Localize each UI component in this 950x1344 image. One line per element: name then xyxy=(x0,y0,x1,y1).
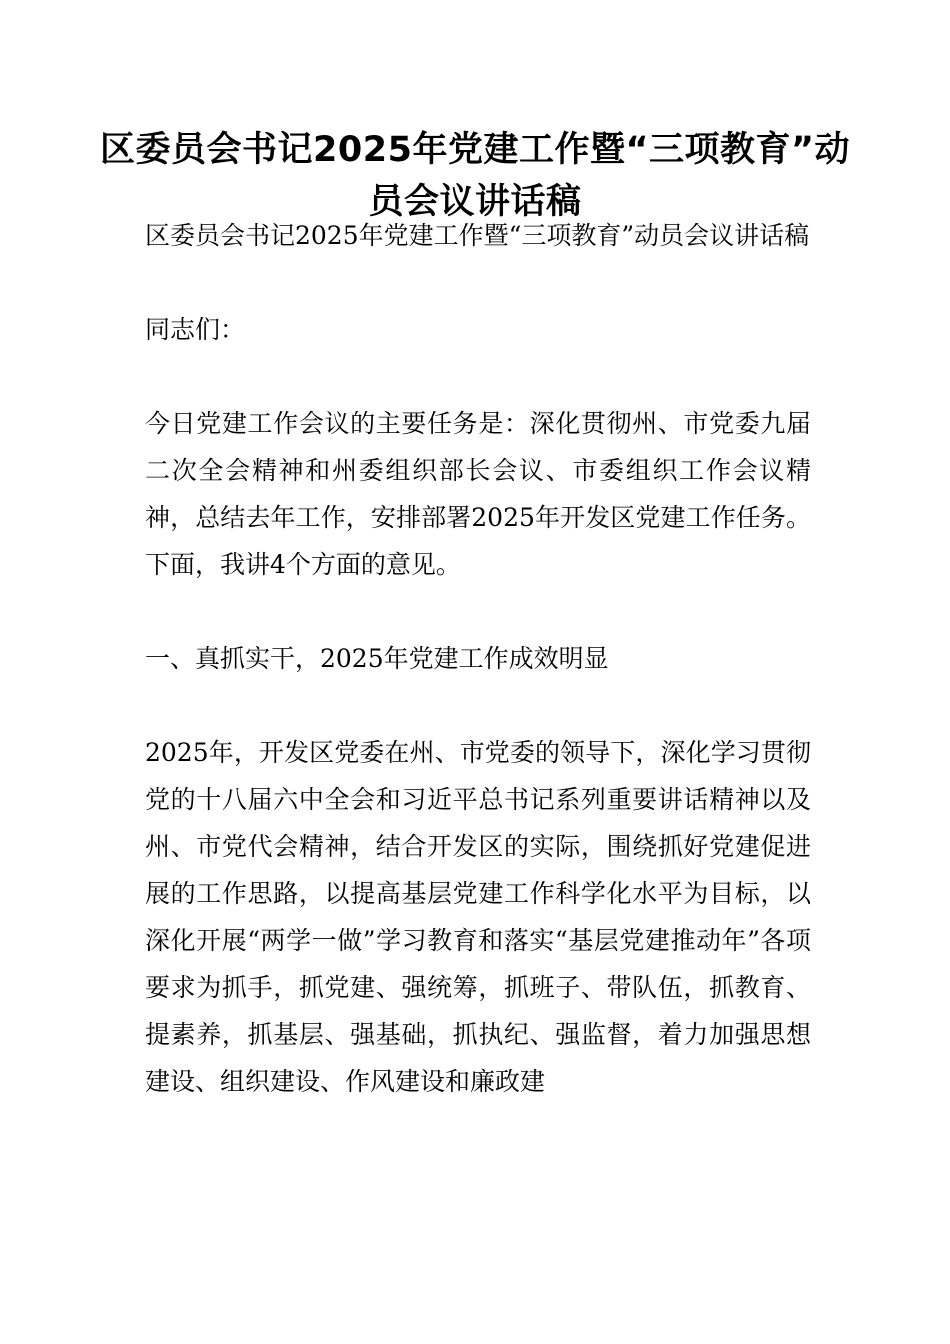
salutation: 同志们： xyxy=(145,315,246,344)
document-title: 区委员会书记2025年党建工作暨“三项教育”动员会议讲话稿 xyxy=(100,130,850,222)
section-heading-1: 一、真抓实干，2025年党建工作成效明显 xyxy=(145,644,609,673)
blank-line xyxy=(145,353,811,400)
blank-line xyxy=(145,259,811,306)
paragraph-section-1: 2025年，开发区党委在州、市党委的领导下，深化学习贯彻党的十八届六中全会和习近平总书记系列重要讲话精神以及州、市党代会精神，结合开发区的实际，围绕抓好党建促进展的工作思路，以提高基层党建工作科学化水平为目标，以深化开展“两学一做”学习教育和落实“基层党建推动年”各项要求为抓手，抓党建、强统筹，抓班子、带队伍，抓教育、提素养，抓基层、强基础，抓执纪、强监督，着力加强思想建设、组织建设、作风建设和廉政建 xyxy=(145,738,811,1096)
paragraph-intro: 今日党建工作会议的主要任务是：深化贯彻州、市党委九届二次全会精神和州委组织部长会议、市委组织工作会议精神，总结去年工作，安排部署2025年开发区党建工作任务。下面，我讲4个方面的意见。 xyxy=(145,409,811,579)
blank-line xyxy=(145,588,811,635)
document-body xyxy=(145,212,811,1105)
document-subtitle: 区委员会书记2025年党建工作暨“三项教育”动员会议讲话稿 xyxy=(145,221,810,250)
blank-line xyxy=(145,682,811,729)
